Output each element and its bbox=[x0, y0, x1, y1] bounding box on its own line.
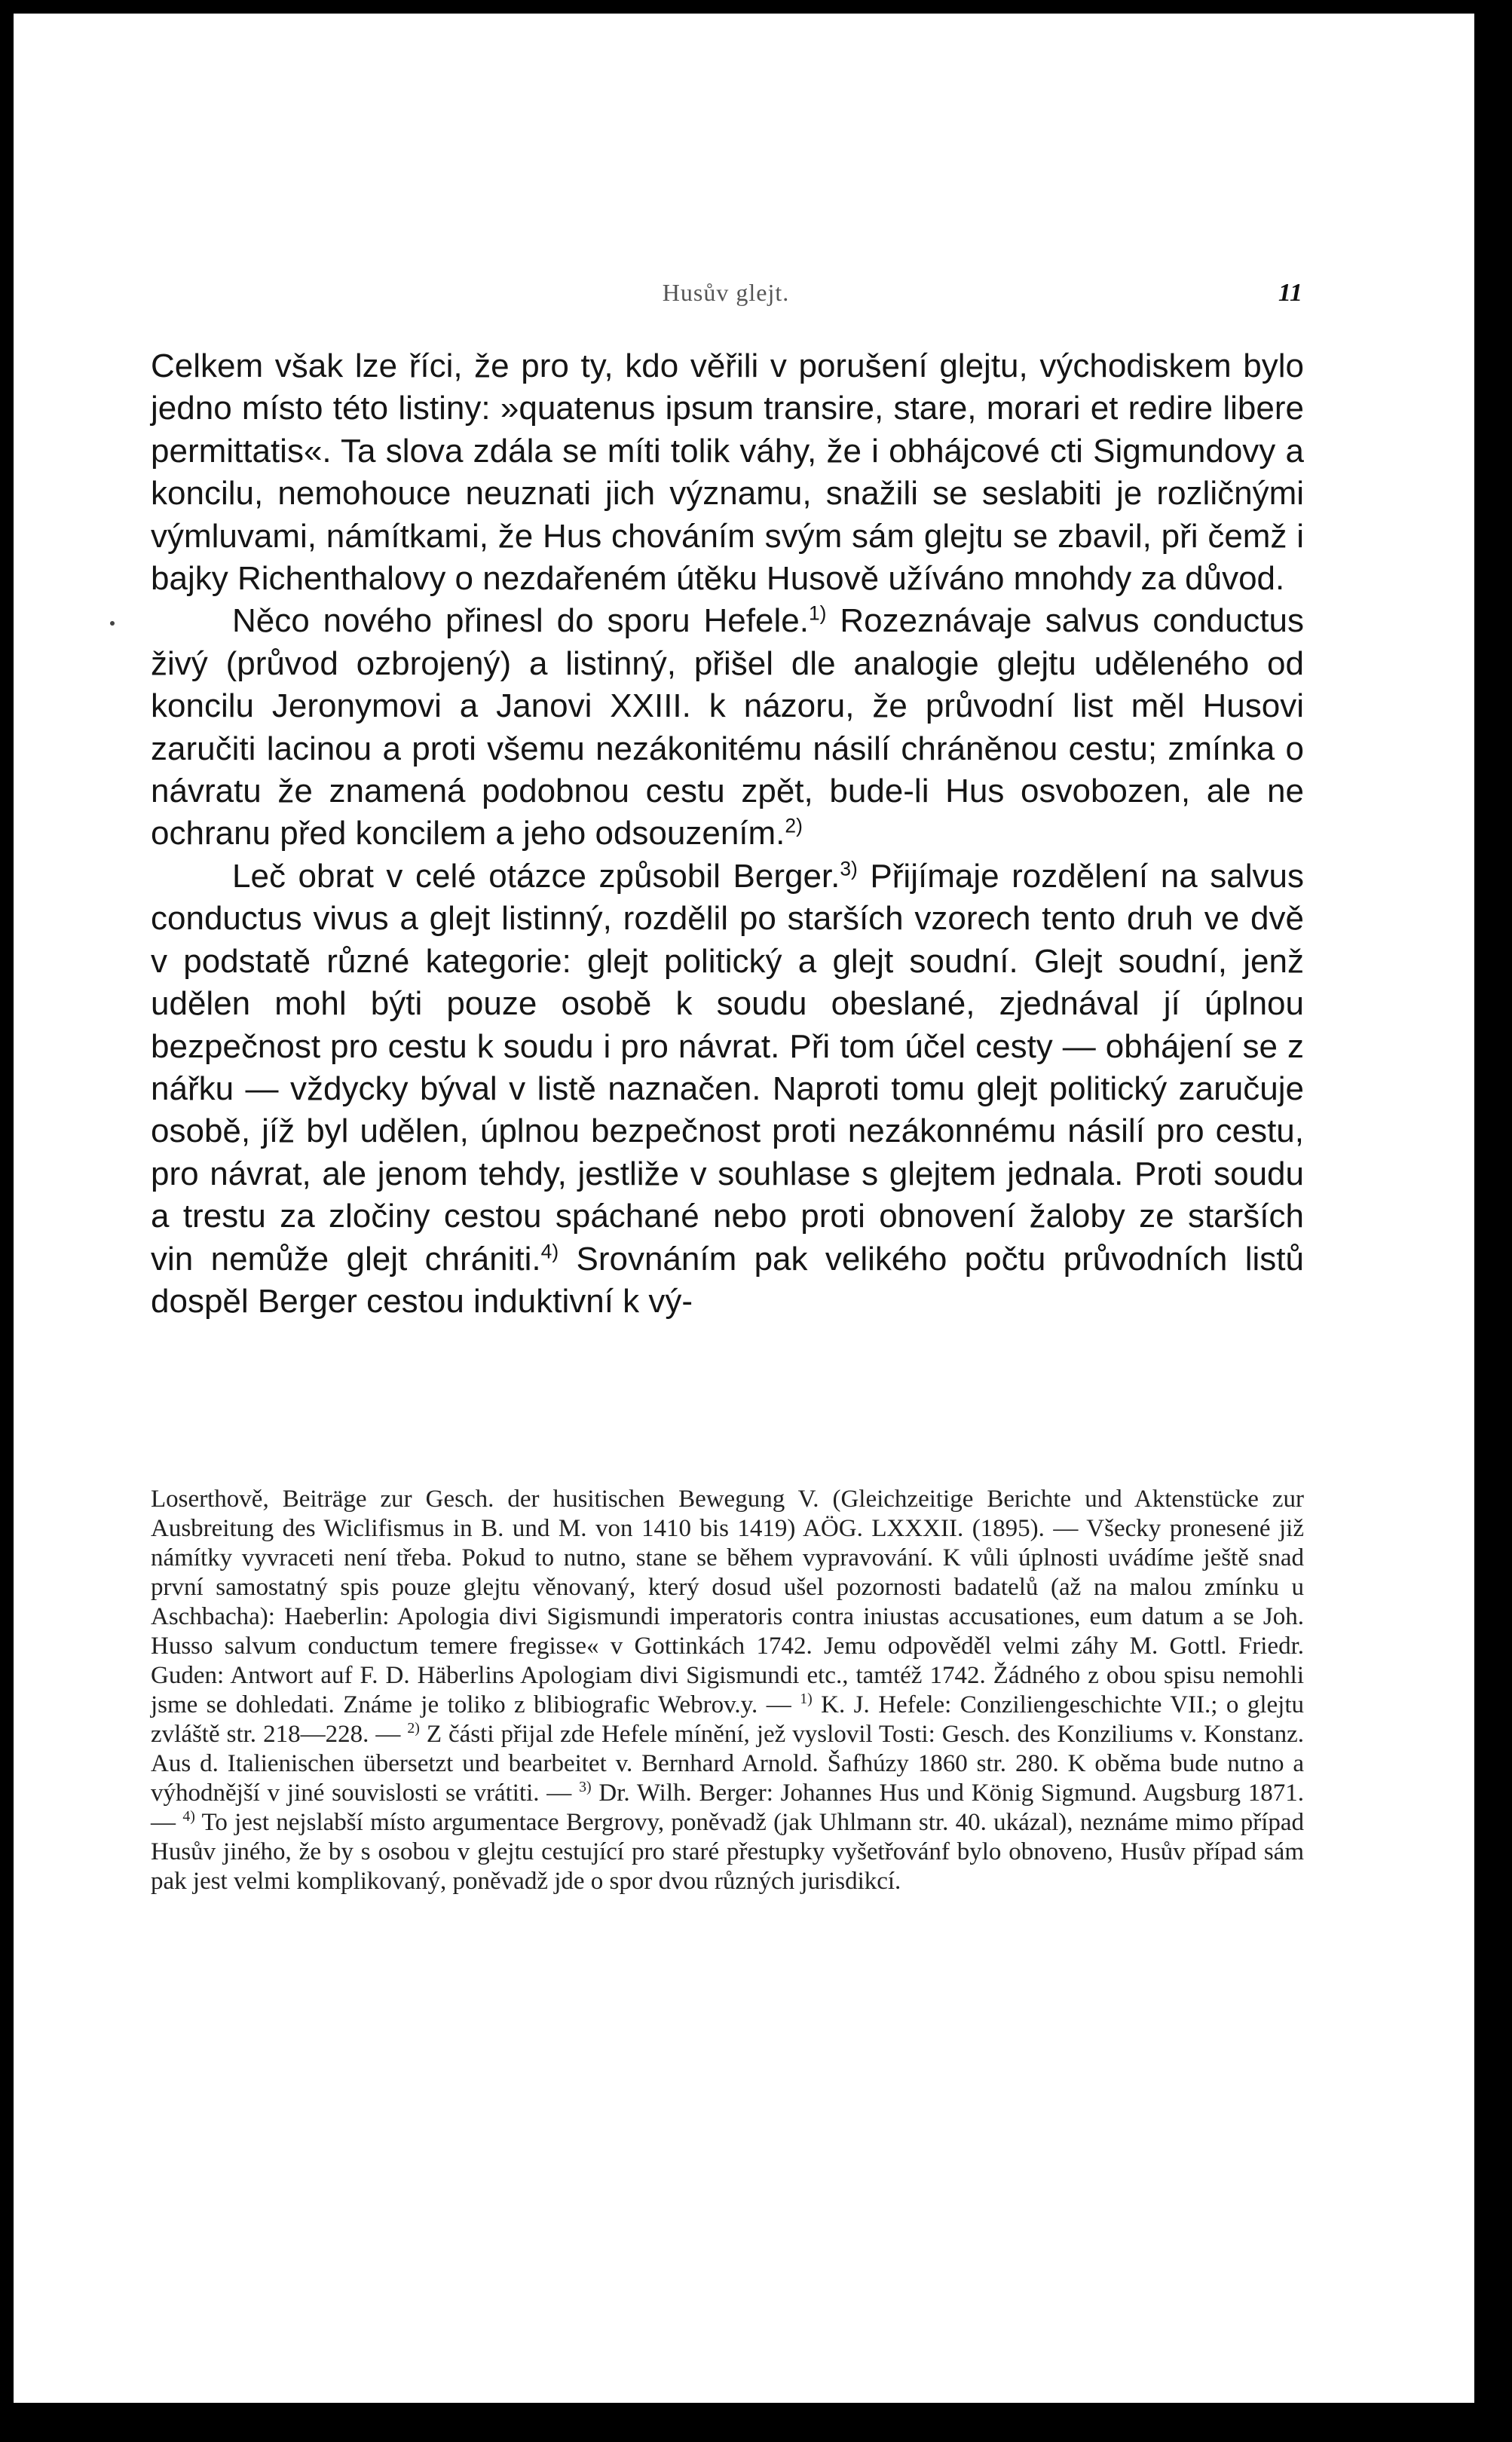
footnote-2: Z části přijal zde Hefele mínění, jež vyslovil Tosti: Gesch. des Konziliums v. Konstanz. Aus d. Italienischen übersetzt und bearbeitet v. Bernhard Arnold. Šafhúzy 1860 str. 280. K oběma bude nutno a výhodnější v jiné souvislosti se vrátiti. — bbox=[151, 1721, 1304, 1807]
running-title: Husův glejt. bbox=[662, 279, 790, 306]
footnote-block bbox=[151, 1485, 1304, 1896]
footnote-3: Dr. Wilh. Berger: Johannes Hus und König Sigmund. Augsburg 1871. — bbox=[151, 1779, 1305, 1836]
footnote-mark-2: 2) bbox=[407, 1720, 420, 1737]
footnote-mark-1: 1) bbox=[800, 1691, 813, 1707]
footnote-ref-2: 2) bbox=[785, 814, 803, 837]
footnote-mark-3: 3) bbox=[579, 1779, 592, 1795]
footnote-1: K. J. Hefele: Conziliengeschichte VII.; o glejtu zvláště str. 218—228. — bbox=[151, 1691, 1304, 1748]
margin-speck bbox=[110, 621, 115, 626]
footnote-ref-4: 4) bbox=[540, 1239, 559, 1262]
paragraph-2-part-b: Rozeznávaje salvus conductus živý (průvod ozbrojený) a listinný, přišel dle analogie glejtu uděleného od koncilu Jeronymovi a Janovi XXIII. k názoru, že průvodní list měl Husovi zaručiti lacinou a proti všemu nezákonitému násilí chráněnou cestu; zmínka o návratu že znamená podobnou cestu zpět, bude-li Hus osvobozen, ale ne ochranu před koncilem a jeho odsouzením. bbox=[151, 602, 1304, 852]
page-header bbox=[149, 279, 1302, 309]
page-number: 11 bbox=[1278, 279, 1302, 307]
paragraph-3 bbox=[151, 855, 1304, 1323]
paragraph-2-part-a: Něco nového přinesl do sporu Hefele. bbox=[232, 602, 809, 640]
paragraph-1: Celkem však lze říci, že pro ty, kdo věřili v porušení glejtu, východiskem bylo jedno místo této listiny: »quatenus ipsum transire, stare, morari et redire libere permittatis«. Ta slova zdála se míti tolik váhy, že i obhájcové cti Sigmundovy a koncilu, nemohouce neuznati jich významu, snažili se seslabiti je rozličnými výmluvami, námítkami, že Hus chováním svým sám glejtu se zbavil, při čemž i bajky Richenthalovy o nezdařeném útěku Husově užíváno mnohdy za důvod. bbox=[151, 347, 1304, 598]
footnote-ref-1: 1) bbox=[808, 601, 827, 625]
paper-sheet bbox=[14, 14, 1474, 2403]
footnote-mark-4: 4) bbox=[182, 1808, 195, 1825]
footnote-continuation: Loserthově, Beiträge zur Gesch. der husitischen Bewegung V. (Gleichzeitige Berichte und Aktenstücke zur Ausbreitung des Wiclifismus in B. und M. von 1410 bis 1419) AÖG. LXXXII. (1895). — Všecky pronesené již námítky vyvraceti není třeba. Pokud to nutno, stane se během vypravování. K vůli úplnosti uvádíme ještě snad první samostatný spis pouze glejtu věnovaný, který dosud ušel pozornosti badatelů (až na malou zmínku u Aschbacha): Haeberlin: Apologia divi Sigismundi imperatoris contra iniustas accusationes, eum datum a se Joh. Husso salvum conductum temere fregisse« v Gottinkách 1742. Jemu odpověděl velmi záhy M. Gottl. Friedr. Guden: Antwort auf F. D. Häberlins Apologiam divi Sigismundi etc., tamtéž 1742. Žádného z obou spisu nemohli jsme se dohledati. Známe je toliko z blibiografic Webrov.y. — bbox=[151, 1486, 1304, 1718]
paragraph-3-part-a: Leč obrat v celé otázce způsobil Berger. bbox=[232, 857, 840, 895]
paragraph-3-part-b: Přijímaje rozdělení na salvus conductus vivus a glejt listinný, rozdělil po starších vzorech tento druh ve dvě v podstatě různé kategorie: glejt politický a glejt soudní. Glejt soudní, jenž udělen mohl býti pouze osobě k soudu obeslané, zjednával jí úplnou bezpečnost pro cestu k soudu i pro návrat. Při tom účel cesty — obhájení se z nářku — vždycky býval v listě naznačen. Naproti tomu glejt politický zaručuje osobě, jíž byl udělen, úplnou bezpečnost proti nezákonnému násilí pro cestu, pro návrat, ale jenom tehdy, jestliže v souhlase s glejtem jednala. Proti soudu a trestu za zločiny cestou spáchané nebo proti obnovení žaloby ze starších vin nemůže glejt chrániti. bbox=[151, 857, 1304, 1278]
main-text bbox=[151, 345, 1304, 1323]
footnote-4: To jest nejslabší místo argumentace Bergrovy, poněvadž (jak Uhlmann str. 40. ukázal), neznáme mimo případ Husův jiného, že by s osobou v glejtu cestující pro staré přestupky vyšetřovánf bylo obnoveno, Husův případ sám pak jest velmi komplikovaný, poněvadž jde o spor dvou různých jurisdikcí. bbox=[151, 1809, 1305, 1895]
footnotes bbox=[151, 1485, 1304, 1896]
paragraph-3-part-c: Srovnáním pak velikého počtu průvodních listů dospěl Berger cestou induktivní k vý- bbox=[151, 1240, 1304, 1320]
footnote-ref-3: 3) bbox=[840, 857, 858, 880]
paragraph-2 bbox=[151, 600, 1304, 855]
